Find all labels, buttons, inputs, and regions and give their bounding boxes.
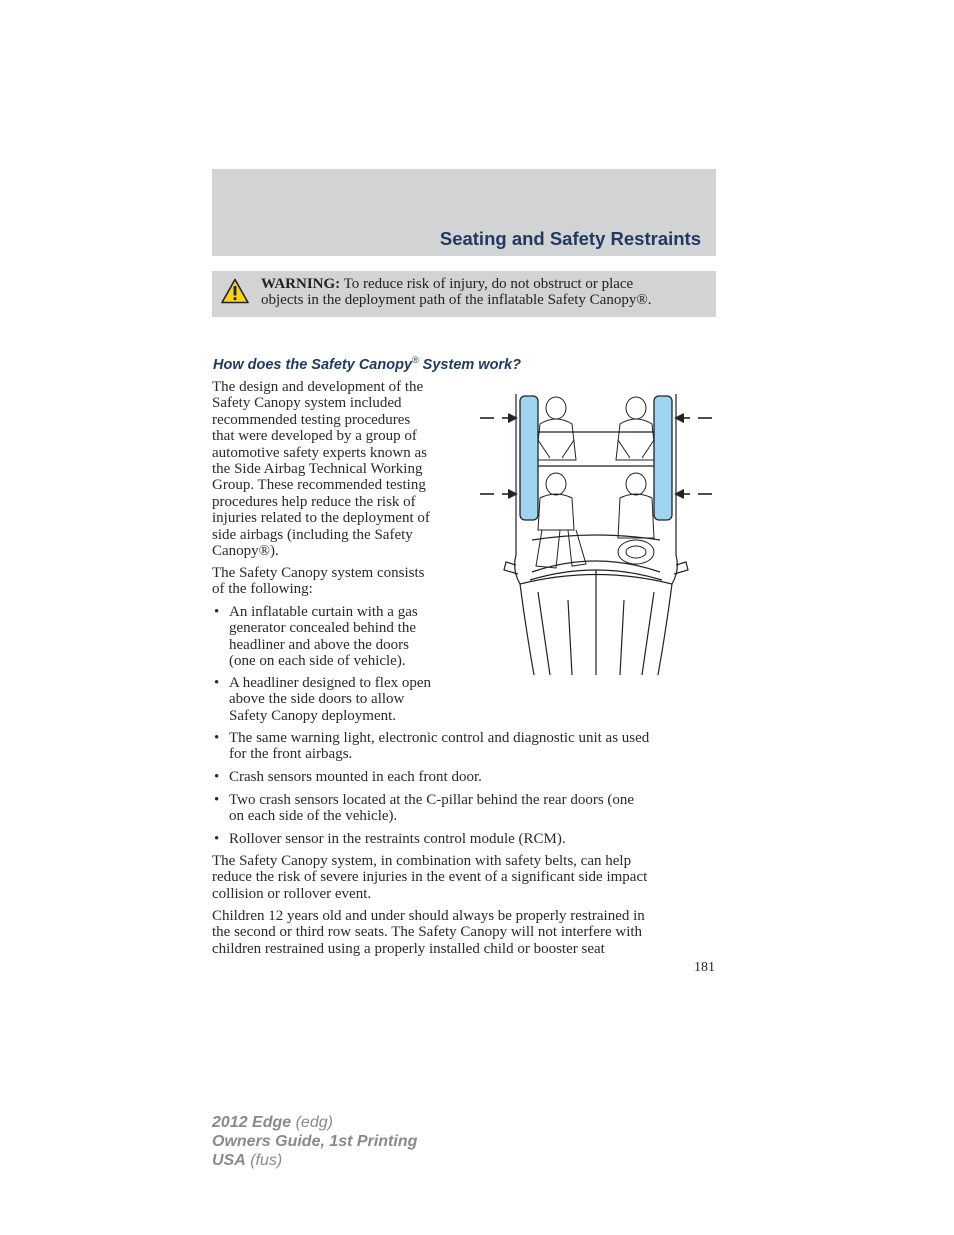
text-line: Two crash sensors located at the C-pillar behind the rear doors (one xyxy=(229,792,635,808)
footer-model: 2012 Edge xyxy=(212,1114,292,1131)
text-line: Group. These recommended testing xyxy=(212,477,426,494)
arrow-right-bottom-icon xyxy=(674,489,712,499)
text-line: that were developed by a group of xyxy=(212,428,417,445)
text-line: recommended testing procedures xyxy=(212,411,411,428)
text-line: of the following: xyxy=(212,581,313,598)
consists-paragraph xyxy=(212,565,472,598)
text-line: for the front airbags. xyxy=(229,746,353,763)
registered-mark: ® xyxy=(412,355,419,365)
bullet-item xyxy=(212,792,729,825)
warning-triangle-icon xyxy=(221,278,249,304)
bullet-dot: • xyxy=(214,769,220,785)
arrow-right-top-icon xyxy=(674,413,712,423)
text-line: Safety Canopy deployment. xyxy=(229,707,397,724)
impact-arrows xyxy=(480,413,712,499)
bullet-dot: • xyxy=(214,730,220,746)
bullet-dot: • xyxy=(214,831,220,847)
right-curtain-airbag xyxy=(654,396,672,520)
heading-text-end: System work? xyxy=(418,356,521,373)
section-title: Seating and Safety Restraints xyxy=(439,228,701,249)
bullet-item xyxy=(212,730,729,763)
footer-region-code: (fus) xyxy=(245,1152,283,1169)
page-number: 181 xyxy=(694,960,715,975)
text-line: An inflatable curtain with a gas xyxy=(229,604,418,620)
text-line: above the side doors to allow xyxy=(229,691,405,708)
text-line: generator concealed behind the xyxy=(229,620,416,637)
section-heading xyxy=(213,355,521,373)
heading-text: How does the Safety Canopy xyxy=(213,356,413,373)
text-line: A headliner designed to flex open xyxy=(229,675,432,691)
warning-box xyxy=(212,271,716,317)
text-line: (one on each side of vehicle). xyxy=(229,653,406,670)
text-line: Safety Canopy system included xyxy=(212,395,402,412)
intro-paragraph xyxy=(212,379,472,559)
left-curtain-airbag xyxy=(520,396,538,520)
arrow-left-top-icon xyxy=(480,413,518,423)
text-line: the Side Airbag Technical Working xyxy=(212,461,423,478)
text-line: injuries related to the deployment of xyxy=(212,510,430,527)
text-line: The same warning light, electronic control and diagnostic unit as used xyxy=(229,730,650,746)
footer-region: USA xyxy=(212,1152,246,1169)
text-line: reduce the risk of severe injuries in the event of a significant side impact xyxy=(212,869,648,886)
occupants-icon xyxy=(536,397,656,568)
warning-line-1: To reduce risk of injury, do not obstruct or place xyxy=(343,276,634,292)
text-line: Crash sensors mounted in each front door. xyxy=(229,769,482,785)
bullet-item xyxy=(212,604,479,670)
safety-canopy-curtains xyxy=(520,396,672,520)
warning-text xyxy=(261,276,709,309)
text-line: on each side of the vehicle). xyxy=(229,808,398,825)
bullet-dot: • xyxy=(214,675,220,691)
text-line: The Safety Canopy system, in combination with safety belts, can help xyxy=(212,853,632,869)
footer-model-code: (edg) xyxy=(291,1114,333,1131)
text-line: Canopy®). xyxy=(212,543,279,560)
combination-paragraph xyxy=(212,853,716,902)
bullet-item xyxy=(212,675,479,724)
children-paragraph xyxy=(212,908,716,957)
text-line: Children 12 years old and under should always be properly restrained in xyxy=(212,908,645,924)
bullet-dot: • xyxy=(214,792,220,808)
text-line: headliner and above the doors xyxy=(229,636,409,653)
text-line: automotive safety experts known as xyxy=(212,444,427,461)
document-footer xyxy=(212,1113,417,1170)
text-line: children restrained using a properly installed child or booster seat xyxy=(212,940,605,957)
text-line: The Safety Canopy system consists xyxy=(212,565,425,581)
footer-guide: Owners Guide, 1st Printing xyxy=(212,1133,418,1150)
safety-canopy-figure xyxy=(476,380,716,680)
bullet-item xyxy=(212,769,729,785)
text-line: side airbags (including the Safety xyxy=(212,526,413,543)
text-line: procedures help reduce the risk of xyxy=(212,493,416,510)
arrow-left-bottom-icon xyxy=(480,489,518,499)
bullet-dot: • xyxy=(214,604,220,620)
bullet-item xyxy=(212,831,729,847)
section-header-band xyxy=(212,169,716,256)
text-line: Rollover sensor in the restraints control module (RCM). xyxy=(229,831,566,847)
text-line: the second or third row seats. The Safety Canopy will not interfere with xyxy=(212,924,643,941)
text-line: The design and development of the xyxy=(212,379,424,395)
warning-line-2: objects in the deployment path of the inflatable Safety Canopy®. xyxy=(261,292,652,309)
warning-label: WARNING: xyxy=(261,276,341,292)
text-line: collision or rollover event. xyxy=(212,885,372,902)
